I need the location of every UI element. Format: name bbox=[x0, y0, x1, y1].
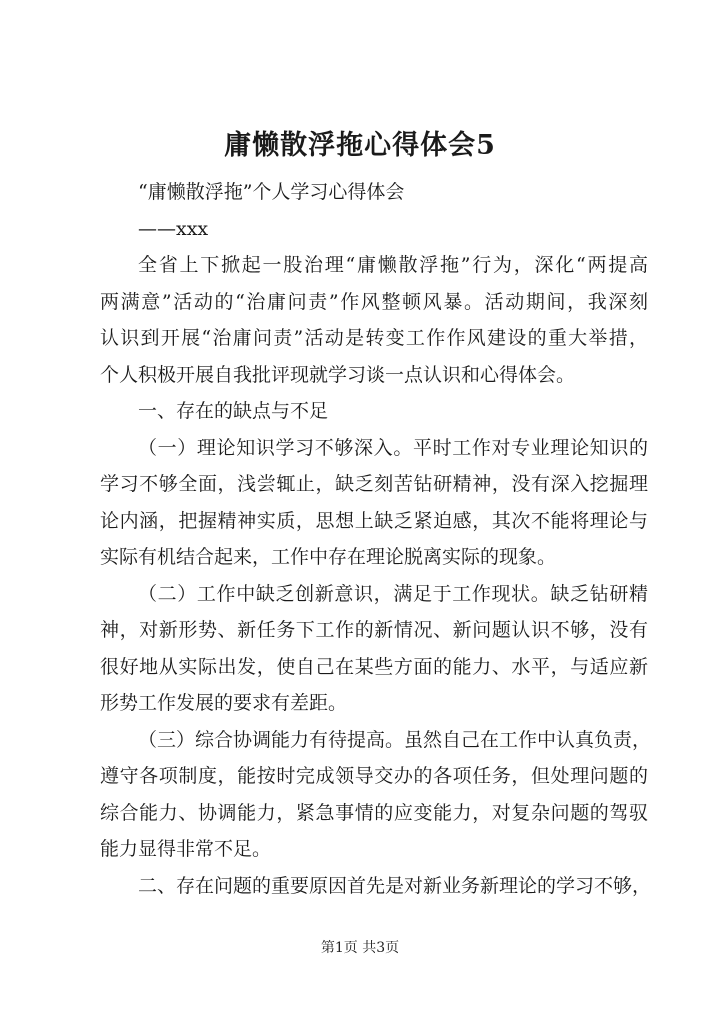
paragraph-line: 个人积极开展自我批评现就学习谈一点认识和心得体会。 bbox=[100, 363, 576, 386]
paragraph-line: （一）理论知识学习不够深入。平时工作对专业理论知识的 bbox=[138, 436, 648, 459]
paragraph-line: （二）工作中缺乏创新意识，满足于工作现状。缺乏钻研精 bbox=[138, 582, 648, 605]
paragraph-line: 学习不够全面，浅尝辄止，缺乏刻苦钻研精神，没有深入挖掘理 bbox=[100, 473, 648, 495]
paragraph-line: 形势工作发展的要求有差距。 bbox=[100, 692, 348, 714]
paragraph-line: 全省上下掀起一股治理“庸懒散浮拖”行为，深化“两提高 bbox=[138, 254, 648, 276]
paragraph-line: 遵守各项制度，能按时完成领导交办的各项任务，但处理问题的 bbox=[100, 765, 648, 787]
page-number: 第1页 共3页 bbox=[320, 940, 400, 956]
paragraph-line: 两满意”活动的“治庸问责”作风整顿风暴。活动期间，我深刻 bbox=[100, 290, 648, 313]
paragraph-line: 能力显得非常不足。 bbox=[100, 838, 272, 860]
document-title: 庸懒散浮拖心得体会5 bbox=[224, 130, 496, 161]
paragraph-line: 认识到开展“治庸问责”活动是转变工作作风建设的重大举措， bbox=[100, 327, 648, 349]
section-heading: 一、存在的缺点与不足 bbox=[138, 400, 329, 422]
paragraph-line: 实际有机结合起来，工作中存在理论脱离实际的现象。 bbox=[100, 546, 557, 568]
paragraph-line: （三）综合协调能力有待提高。虽然自己在工作中认真负责， bbox=[138, 728, 652, 751]
paragraph-line: 论内涵，把握精神实质，思想上缺乏紧迫感，其次不能将理论与 bbox=[100, 509, 648, 532]
paragraph-line: 很好地从实际出发，使自己在某些方面的能力、水平，与适应新 bbox=[100, 655, 648, 678]
document-subtitle: “庸懒散浮拖”个人学习心得体会 bbox=[138, 181, 405, 203]
document-body bbox=[100, 174, 652, 904]
paragraph-line: 综合能力、协调能力，紧急事情的应变能力，对复杂问题的驾驭 bbox=[100, 801, 648, 824]
section-heading: 二、存在问题的重要原因首先是对新业务新理论的学习不够， bbox=[138, 874, 652, 897]
document-author: ——xxx bbox=[138, 217, 209, 240]
paragraph-line: 神，对新形势、新任务下工作的新情况、新问题认识不够，没有 bbox=[100, 619, 648, 641]
